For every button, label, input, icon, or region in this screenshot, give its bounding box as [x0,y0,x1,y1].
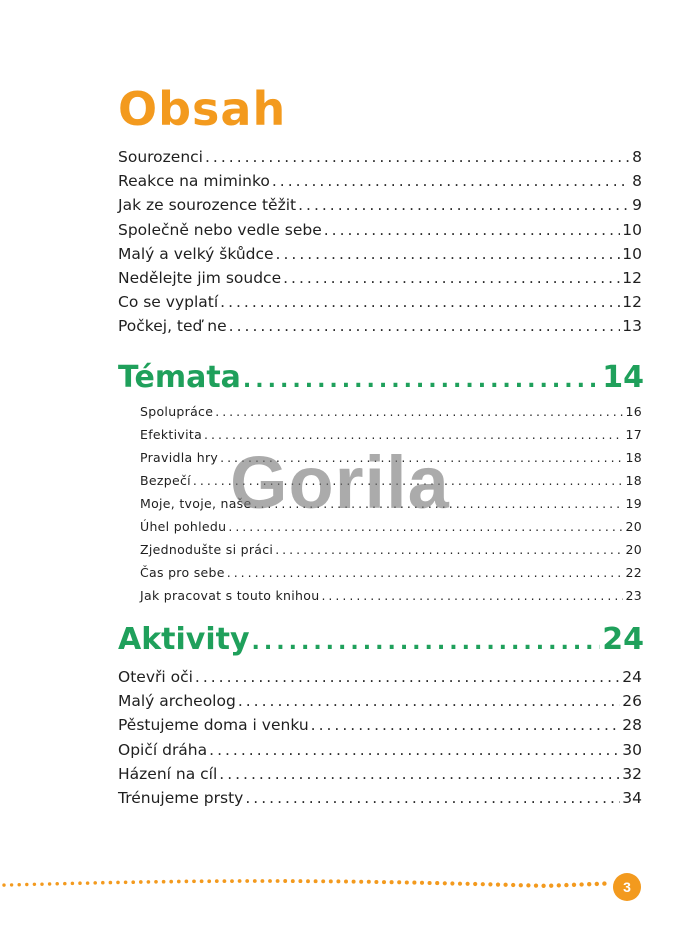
toc-entry-label: Házení na cíl [118,764,218,783]
toc-entry[interactable] [118,172,642,196]
toc-entry[interactable] [118,789,642,813]
footer-dot [473,882,477,886]
toc-entry-label: Úhel pohledu [140,519,227,534]
footer-dot [40,882,43,885]
dot-leader [253,496,623,511]
footer-dot [33,883,36,886]
toc-entry-label: Malý archeolog [118,692,236,711]
toc-entry[interactable] [118,221,642,245]
toc-entry-page: 19 [625,496,642,511]
footer-dot [139,880,143,884]
dot-leader [283,269,620,287]
footer-dot [587,882,591,886]
footer-dot [268,879,272,883]
dot-leader [252,630,601,655]
toc-entry[interactable] [118,148,642,172]
toc-entry-label: Otevři oči [118,668,193,686]
toc-entry-label: Počkej, teď ne [118,317,227,336]
footer-dot [336,879,340,883]
toc-entry-page: 10 [622,244,642,263]
section-heading-page: 24 [602,622,644,657]
toc-entry-page: 9 [632,196,642,215]
footer-dot [602,881,606,885]
toc-entry-page: 32 [622,764,642,783]
dot-leader [204,427,623,442]
footer-dot [238,879,242,883]
toc-entry[interactable] [140,427,642,450]
footer-dot [405,880,409,884]
toc-entry-label: Trénujeme prsty [118,788,244,807]
dot-leader [205,148,630,166]
footer-dot [177,880,181,884]
dot-leader [275,542,623,557]
toc-entry-page: 16 [625,404,642,419]
footer-dot [207,879,211,883]
dot-leader [220,293,620,311]
footer-dot [382,880,386,884]
section-heading-temata[interactable] [118,360,644,395]
toc-entry-label: Bezpečí [140,473,191,488]
dot-leader [238,692,620,710]
footer-dot [503,883,507,887]
footer-dot [230,879,234,883]
toc-entry-label: Jak pracovat s touto knihou [140,588,320,603]
watermark: Gorila [230,441,450,524]
footer-dot [260,879,264,883]
toc-entry[interactable] [140,473,642,496]
intro-toc-list [118,148,642,342]
toc-entry-label: Opičí dráha [118,740,208,759]
dot-leader [324,221,621,239]
toc-entry-page: 12 [622,268,642,287]
footer-dot [390,880,394,884]
footer-dot [162,880,166,884]
footer-dot [443,881,447,885]
footer-dot [428,881,432,885]
toc-entry[interactable] [118,196,642,220]
dot-leader [220,450,623,465]
toc-entry-page: 8 [632,148,642,166]
section-heading-page: 14 [602,360,644,395]
footer-dot [321,879,325,883]
footer-dot [131,880,135,884]
footer-dot [519,883,523,887]
footer-dot [496,882,500,886]
section-heading-aktivity[interactable] [118,622,644,657]
toc-entry-label: Reakce na miminko [118,172,270,191]
footer-dot [572,883,576,887]
footer-dot [314,879,318,883]
footer-dot [147,880,151,884]
footer-dot [488,882,492,886]
dot-leader [272,172,630,190]
footer-dot [534,883,538,887]
footer-dot [200,879,204,883]
toc-entry-label: Malý a velký škůdce [118,244,274,263]
toc-entry[interactable] [118,269,642,293]
footer-dot [466,882,470,886]
toc-entry[interactable] [118,692,642,716]
section-heading-label: Aktivity [118,622,250,657]
toc-entry[interactable] [118,716,642,740]
footer-dot [223,879,227,883]
footer-dot [450,881,454,885]
aktivity-toc-list [118,668,642,813]
footer-dot [564,883,568,887]
toc-entry-page: 30 [622,740,642,759]
toc-entry[interactable] [118,741,642,765]
footer-dot [17,883,20,886]
toc-entry[interactable] [140,450,642,473]
footer-dot [78,881,82,885]
footer-dot [124,881,128,885]
toc-entry-label: Efektivita [140,427,203,442]
dot-leader [229,317,621,335]
footer-dot [276,879,280,883]
footer-dot [306,879,310,883]
footer-dot [541,884,545,888]
footer-dot [116,881,120,885]
footer-dot [2,883,5,886]
dot-leader [219,765,620,783]
toc-entry[interactable] [140,565,642,588]
toc-entry-label: Spolupráce [140,404,214,419]
toc-entry[interactable] [140,404,642,427]
temata-toc-list [140,404,642,611]
toc-entry-page: 12 [622,293,642,312]
footer-dot [55,882,59,886]
footer-dotted-line [0,860,700,900]
footer-dot [109,881,113,885]
dot-leader [209,741,620,759]
toc-entry-label: Zjednodušte si práci [140,542,274,557]
footer-dot [283,879,287,883]
footer-dot [412,881,416,885]
toc-entry-page: 23 [625,588,642,603]
toc-entry[interactable] [118,317,642,341]
toc-entry[interactable] [140,519,642,542]
footer-dot [154,880,158,884]
toc-entry[interactable] [118,668,642,692]
toc-entry-label: Nedělejte jim soudce [118,268,282,287]
dot-leader [193,473,624,488]
toc-entry-page: 20 [625,542,642,557]
toc-entry[interactable] [140,542,642,565]
toc-entry[interactable] [118,293,642,317]
footer-dot [397,880,401,884]
footer-dot [192,879,196,883]
footer-dot [93,881,97,885]
dot-leader [215,404,623,419]
dot-leader [298,196,630,214]
footer-dot [557,883,561,887]
toc-entry-page: 22 [625,565,642,580]
toc-entry-page: 34 [622,788,642,807]
footer-dot [298,879,302,883]
toc-entry-page: 26 [622,692,642,711]
footer-dot [10,883,13,886]
toc-entry-page: 8 [632,172,642,191]
toc-entry[interactable] [140,496,642,519]
toc-entry-page: 28 [622,716,642,735]
toc-entry-label: Společně nebo vedle sebe [118,220,322,239]
toc-entry[interactable] [118,765,642,789]
toc-entry-label: Sourozenci [118,148,203,166]
toc-entry-page: 24 [622,668,642,686]
dot-leader [243,368,600,393]
footer-dot [511,883,515,887]
section-heading-label: Témata [118,360,241,395]
toc-entry-page: 20 [625,519,642,534]
toc-entry[interactable] [140,588,642,611]
footer-dot [253,879,257,883]
page-number-badge: 3 [613,873,641,901]
footer-dot [245,879,249,883]
footer-dot [169,880,173,884]
toc-entry-label: Pravidla hry [140,450,219,465]
footer-dot [549,884,553,888]
toc-entry-page: 18 [625,473,642,488]
footer-dot [215,879,219,883]
dot-leader [195,668,620,686]
footer-dot [458,882,462,886]
dot-leader [311,716,621,734]
footer-dot [185,880,189,884]
toc-entry-label: Moje, tvoje, naše [140,496,252,511]
dot-leader [228,519,623,534]
dot-leader [276,245,621,263]
footer-dot [329,879,333,883]
footer-dot [86,881,90,885]
footer-dot [595,882,599,886]
footer-dot [25,883,28,886]
footer-dot [526,883,530,887]
dot-leader [321,588,623,603]
footer-dot [367,880,371,884]
footer-dot [48,882,51,885]
toc-entry-label: Jak ze sourozence těžit [118,196,297,215]
footer-dot [374,880,378,884]
page-title: Obsah [118,82,287,136]
footer-dot [344,880,348,884]
toc-entry-page: 17 [625,427,642,442]
footer-dot [291,879,295,883]
toc-entry-page: 13 [622,317,642,336]
toc-entry[interactable] [118,245,642,269]
footer-dot [63,882,67,886]
footer-dot [101,881,105,885]
footer-dot [435,881,439,885]
footer-dot [481,882,485,886]
footer-dot [71,882,75,886]
footer-dot [420,881,424,885]
dot-leader [245,789,620,807]
dot-leader [227,565,624,580]
toc-entry-label: Co se vyplatí [118,293,219,312]
toc-entry-page: 18 [625,450,642,465]
toc-entry-label: Pěstujeme doma i venku [118,716,309,735]
footer-dot [359,880,363,884]
footer-dot [352,880,356,884]
toc-entry-label: Čas pro sebe [140,565,225,580]
footer-dot [579,882,583,886]
dotted-wave [2,879,606,888]
toc-entry-page: 10 [622,220,642,239]
